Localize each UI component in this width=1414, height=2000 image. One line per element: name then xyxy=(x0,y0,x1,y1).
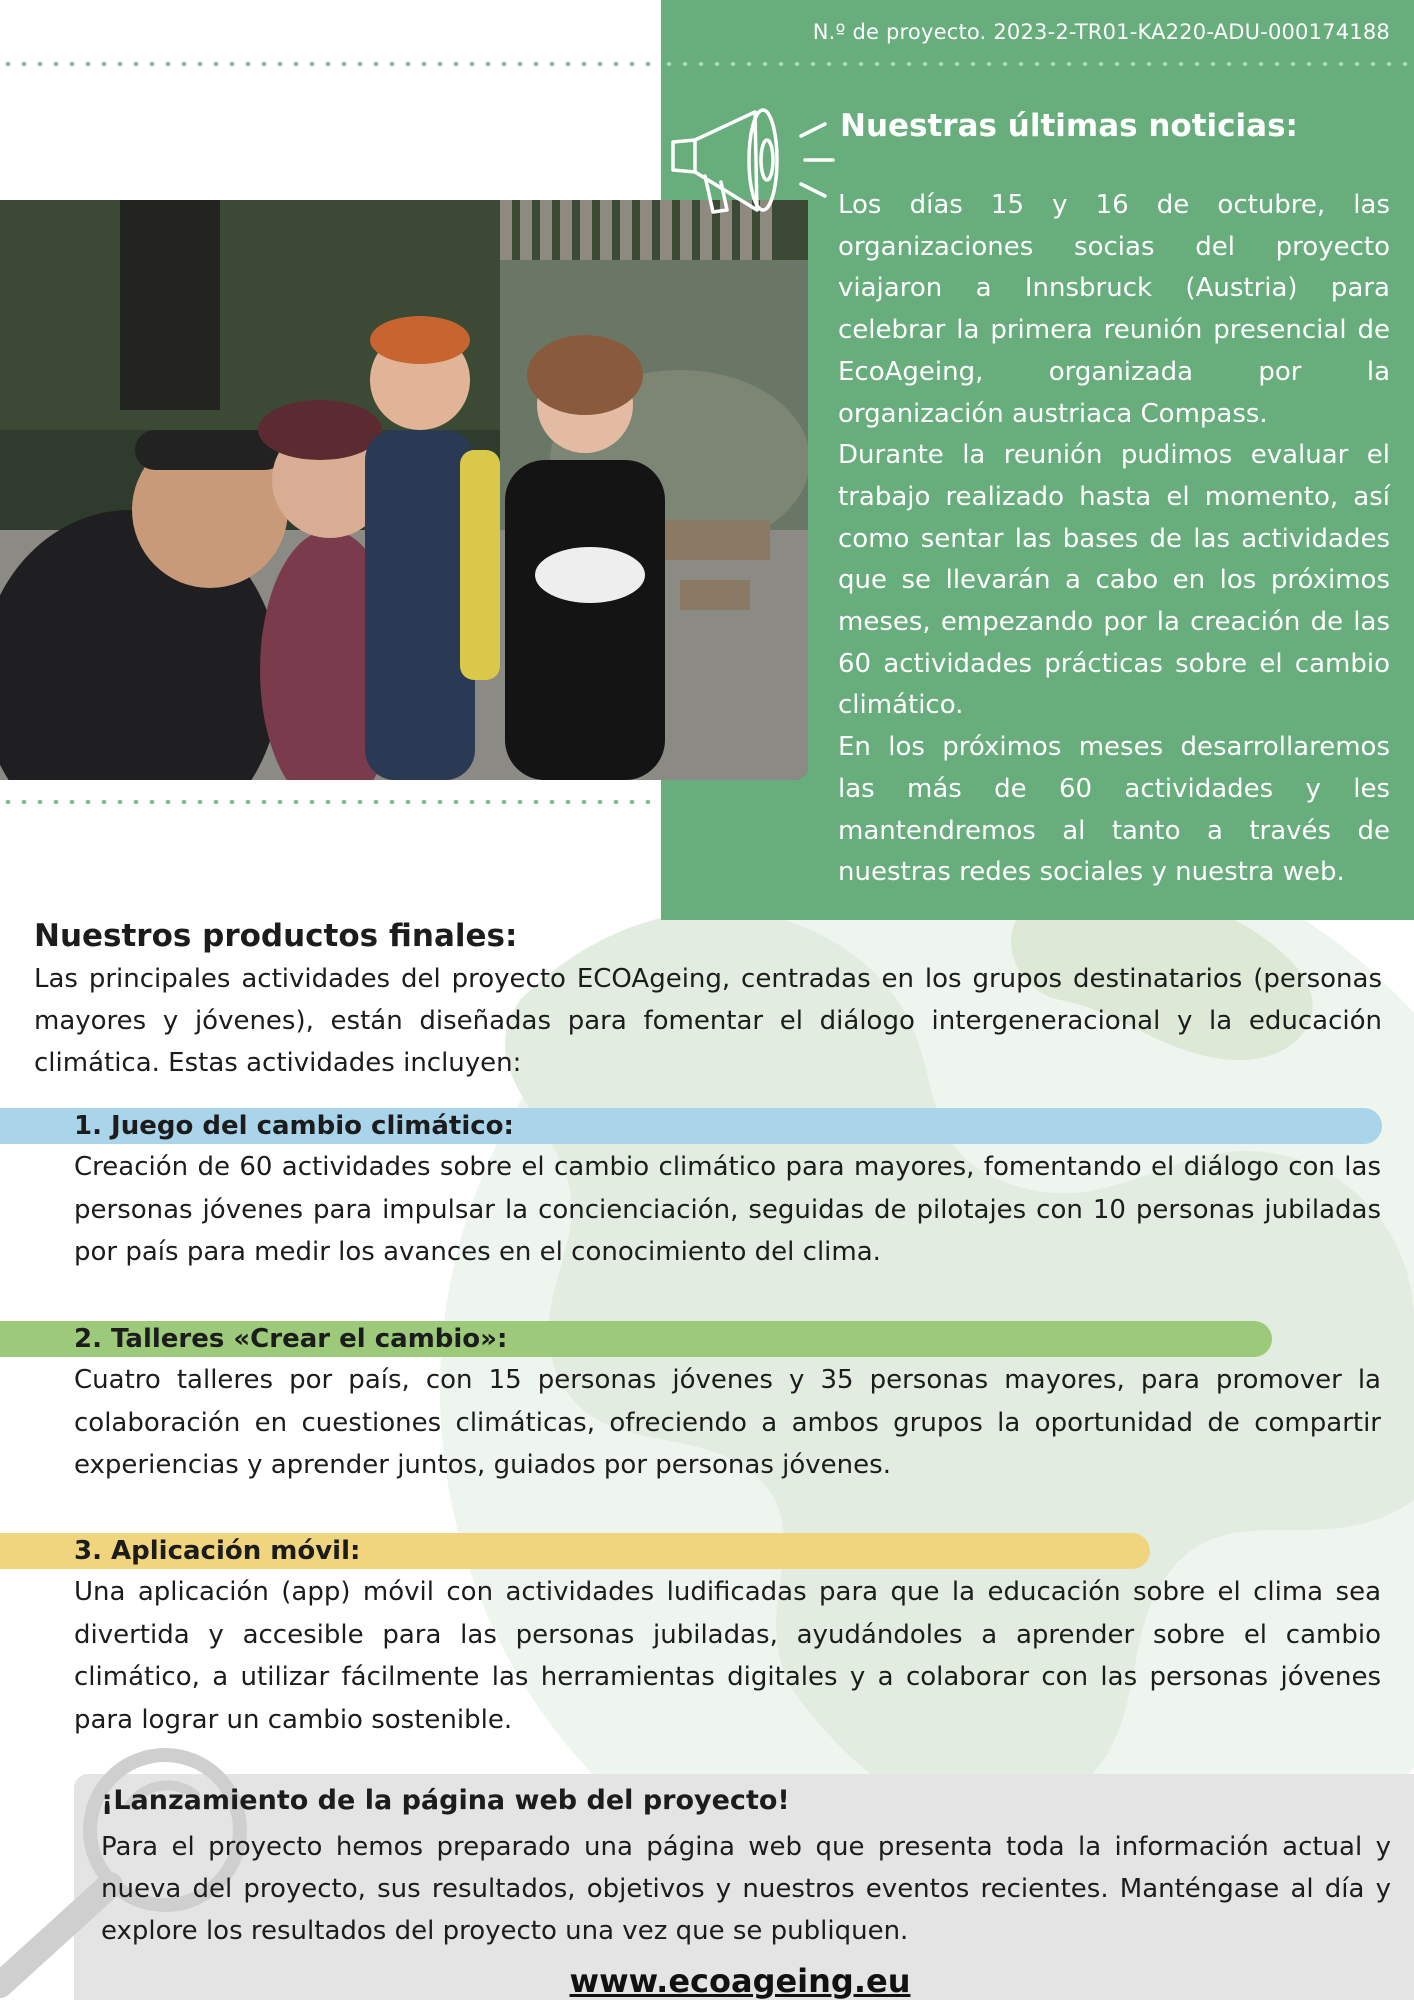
meeting-group-photo xyxy=(0,200,808,780)
product-item-description: Cuatro talleres por país, con 15 personas jóvenes y 35 personas mayores, para promover la colaboración en cuestiones climáticas, ofreciendo a ambos grupos la oportunidad de compartir experiencias y aprender juntos, guiados por personas jóvenes. xyxy=(74,1365,1381,1480)
website-launch-title: ¡Lanzamiento de la página web del proyecto! xyxy=(101,1785,790,1816)
product-item-title: 2. Talleres «Crear el cambio»: xyxy=(74,1324,508,1354)
products-intro: Las principales actividades del proyecto ECOAgeing, centradas en los grupos destinatarios (personas mayores y jóvenes), están diseñadas para fomentar el diálogo intergeneracional y la educación climática. Estas actividades incluyen: xyxy=(34,964,1382,1078)
news-paragraph: En los próximos meses desarrollaremos las más de 60 actividades y les mantendremos al tanto a través de nuestras redes sociales y nuestra web. xyxy=(838,732,1390,888)
product-item-title: 1. Juego del cambio climático: xyxy=(74,1111,514,1141)
dotted-divider-top xyxy=(0,62,661,66)
dotted-divider-photo xyxy=(0,800,650,804)
product-item-description: Creación de 60 actividades sobre el cambio climático para mayores, fomentando el diálogo con las personas jóvenes para impulsar la concienciación, seguidas de pilotajes con 10 personas jubiladas por país para medir los avances en el conocimiento del clima. xyxy=(74,1152,1381,1267)
news-paragraph: Los días 15 y 16 de octubre, las organizaciones socias del proyecto viajaron a Innsbruck (Austria) para celebrar la primera reunión presencial de EcoAgeing, organizada por la organización austriaca Compass. xyxy=(838,190,1390,429)
dotted-divider-top-panel xyxy=(661,62,1414,66)
products-title: Nuestros productos finales: xyxy=(34,918,518,954)
website-launch-body: Para el proyecto hemos preparado una página web que presenta toda la información actual y nueva del proyecto, sus resultados, objetivos y nuestros eventos recientes. Manténgase al día y explore los resultados del proyecto una vez que se publiquen. xyxy=(101,1832,1391,1946)
news-paragraph: Durante la reunión pudimos evaluar el trabajo realizado hasta el momento, así como sentar las bases de las actividades que se llevarán a cabo en los próximos meses, empezando por la creación de las 60 actividades prácticas sobre el cambio climático. xyxy=(838,440,1390,721)
news-title: Nuestras últimas noticias: xyxy=(840,108,1298,144)
news-body xyxy=(838,185,1390,894)
product-item-title: 3. Aplicación móvil: xyxy=(74,1536,361,1566)
products-section xyxy=(34,918,1382,1084)
website-link[interactable]: www.ecoageing.eu xyxy=(569,1962,911,2000)
project-number: N.º de proyecto. 2023-2-TR01-KA220-ADU-000174188 xyxy=(812,20,1390,44)
product-item-description: Una aplicación (app) móvil con actividades ludificadas para que la educación sobre el clima sea divertida y accesible para las personas jubiladas, ayudándoles a aprender sobre el cambio climático, a utilizar fácilmente las herramientas digitales y a colaborar con las personas jóvenes para lograr un cambio sostenible. xyxy=(74,1577,1381,1735)
megaphone-icon xyxy=(665,100,845,225)
